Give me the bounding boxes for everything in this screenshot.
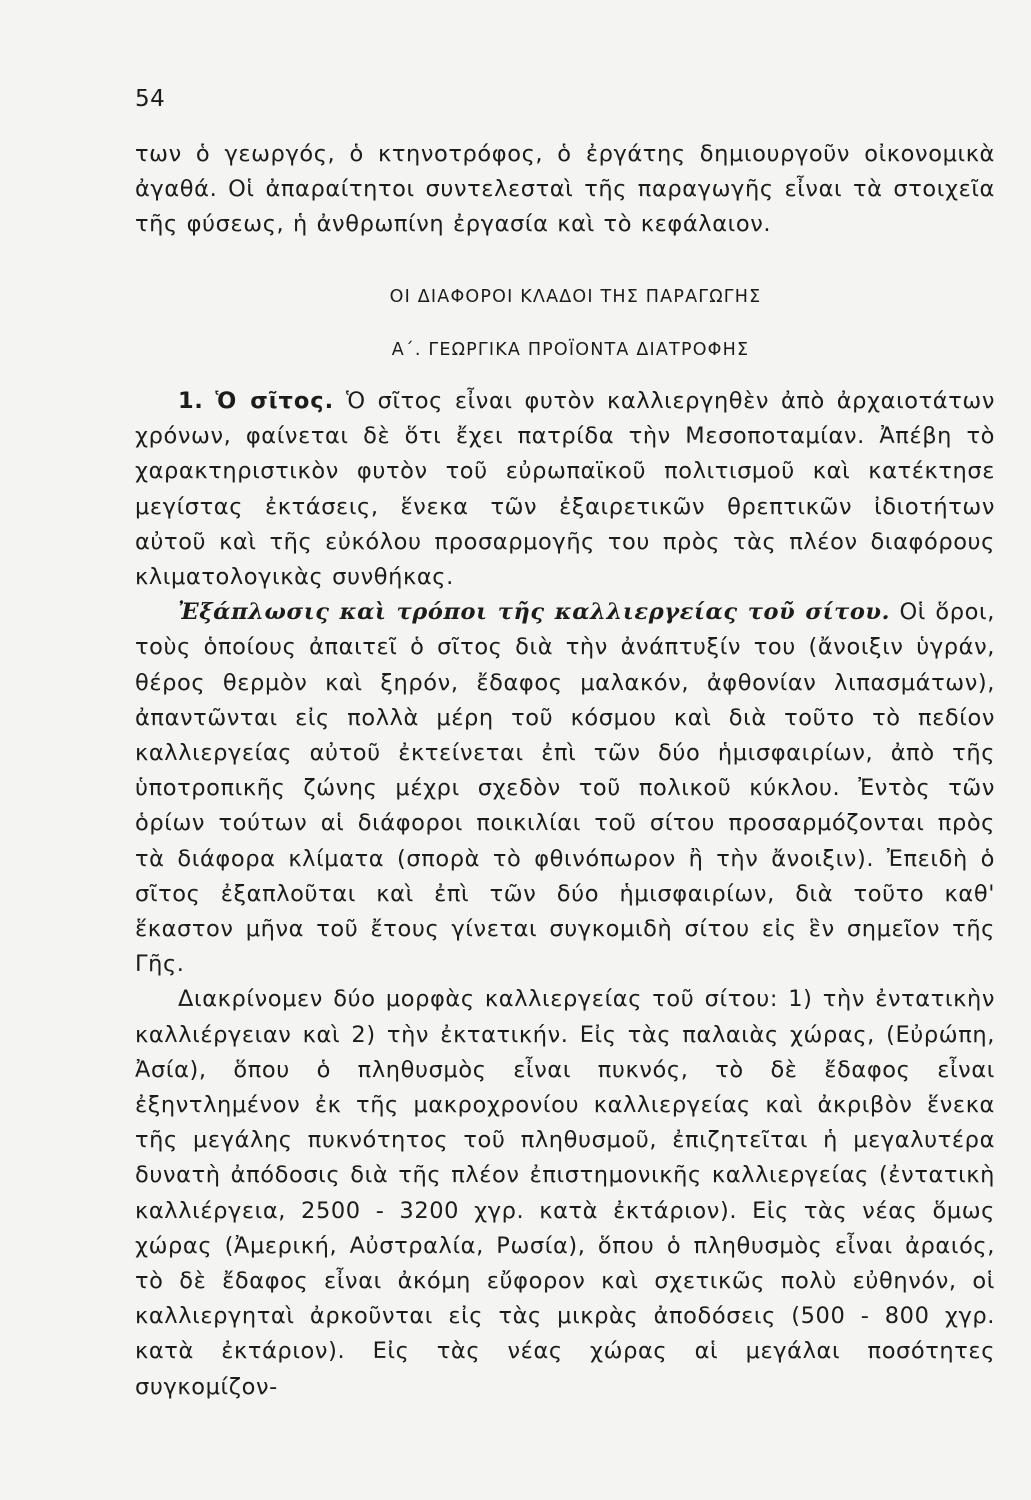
page-number: 54 (135, 86, 166, 112)
paragraph-text: Οἱ ὅροι, τοὺς ὁποίους ἀπαιτεῖ ὁ σῖτος διὰ τὴν ἀνάπτυξίν του (ἄνοιξιν ὑγράν, θέρος θερμὸν καὶ ξηρόν, ἔδαφος μαλακόν, ἀφθονίαν λιπασμάτων), ἀπαντῶνται εἰς πολλὰ μέρη τοῦ κόσμου καὶ διὰ τοῦτο τὸ πεδίον καλλιεργείας αὐτοῦ ἐκτείνεται ἐπὶ τῶν δύο ἡμισφαιρίων, ἀπὸ τῆς ὑποτροπικῆς ζώνης μέχρι σχεδὸν τοῦ πολικοῦ κύκλου. Ἐντὸς τῶν ὁρίων τούτων αἱ διάφοροι ποικιλίαι τοῦ σίτου προσαρμόζονται πρὸς τὰ διάφορα κλίματα (σπορὰ τὸ φθινόπωρον ἢ τὴν ἄνοιξιν). Ἐπειδὴ ὁ σῖτος ἐξαπλοῦται καὶ ἐπὶ τῶν δύο ἡμισφαιρίων, διὰ τοῦτο καθ' ἕκαστον μῆνα τοῦ ἔτους γίνεται συγκομιδὴ σίτου εἰς ἓν σημεῖον τῆς Γῆς. (135, 599, 995, 978)
run-in-heading: Ἐξάπλωσις καὶ τρόποι τῆς καλλιεργείας τοῦ σίτου. (178, 599, 891, 626)
section-body (135, 384, 995, 1405)
section-number: 1. (178, 388, 204, 414)
section-title: Ὁ σῖτος. (215, 388, 335, 414)
chapter-heading: ΟΙ ΔΙΑΦΟΡΟΙ ΚΛΑΔΟΙ ΤΗΣ ΠΑΡΑΓΩΓΗΣ (389, 287, 762, 307)
paragraph-cultivation-forms (135, 982, 995, 1404)
intro-paragraph: των ὁ γεωργός, ὁ κτηνοτρόφος, ὁ ἐργάτης δημιουργοῦν οἰκονομικὰ ἀγαθά. Οἱ ἀπαραίτητοι συντελεσταὶ τῆς παραγωγῆς εἶναι τὰ στοιχεῖα τῆς φύσεως, ἡ ἀνθρωπίνη ἐργασία καὶ τὸ κεφάλαιον. (135, 141, 995, 238)
paragraph-text: Ὁ σῖτος εἶναι φυτὸν καλλιεργηθὲν ἀπὸ ἀρχαιοτάτων χρόνων, φαίνεται δὲ ὅτι ἔχει πατρίδα τὴν Μεσοποταμίαν. Ἀπέβη τὸ χαρακτηριστικὸν φυτὸν τοῦ εὐρωπαϊκοῦ πολιτισμοῦ καὶ κατέκτησε μεγίστας ἐκτάσεις, ἕνεκα τῶν ἐξαιρετικῶν θρεπτικῶν ἰδιοτήτων αὐτοῦ καὶ τῆς εὐκόλου προσαρμογῆς του πρὸς τὰς πλέον διαφόρους κλιματολογικὰς συνθήκας. (135, 388, 995, 591)
paragraph-wheat-intro (135, 384, 995, 595)
paragraph-text: Διακρίνομεν δύο μορφὰς καλλιεργείας τοῦ σίτου: 1) τὴν ἐντατικὴν καλλιέργειαν καὶ 2) τὴν ἐκτατικήν. Εἰς τὰς παλαιὰς χώρας, (Εὐρώπη, Ἀσία), ὅπου ὁ πληθυσμὸς εἶναι πυκνός, τὸ δὲ ἔδαφος εἶναι ἐξηντλημένον ἐκ τῆς μακροχρονίου καλλιεργείας καὶ ἀκριβὸν ἕνεκα τῆς μεγάλης πυκνότητος τοῦ πληθυσμοῦ, ἐπιζητεῖται ἡ μεγαλυτέρα δυνατὴ ἀπόδοσις διὰ τῆς πλέον ἐπιστημονικῆς καλλιεργείας (ἐντατικὴ καλλιέργεια, 2500 - 3200 χγρ. κατὰ ἐκτάριον). Εἰς τὰς νέας ὅμως χώρας (Ἀμερική, Αὐστραλία, Ρωσία), ὅπου ὁ πληθυσμὸς εἶναι ἀραιός, τὸ δὲ ἔδαφος εἶναι ἀκόμη εὔφορον καὶ σχετικῶς πολὺ εὐθηνόν, οἱ καλλιεργηταὶ ἀρκοῦνται εἰς τὰς μικρὰς ἀποδόσεις (500 - 800 χγρ. κατὰ ἐκτάριον). Εἰς τὰς νέας χώρας αἱ μεγάλαι ποσότητες συγκομίζον- (135, 986, 995, 1400)
paragraph-spread-cultivation (135, 595, 995, 982)
section-subheading: Α΄. ΓΕΩΡΓΙΚΑ ΠΡΟΪΟΝΤΑ ΔΙΑΤΡΟΦΗΣ (391, 340, 750, 360)
